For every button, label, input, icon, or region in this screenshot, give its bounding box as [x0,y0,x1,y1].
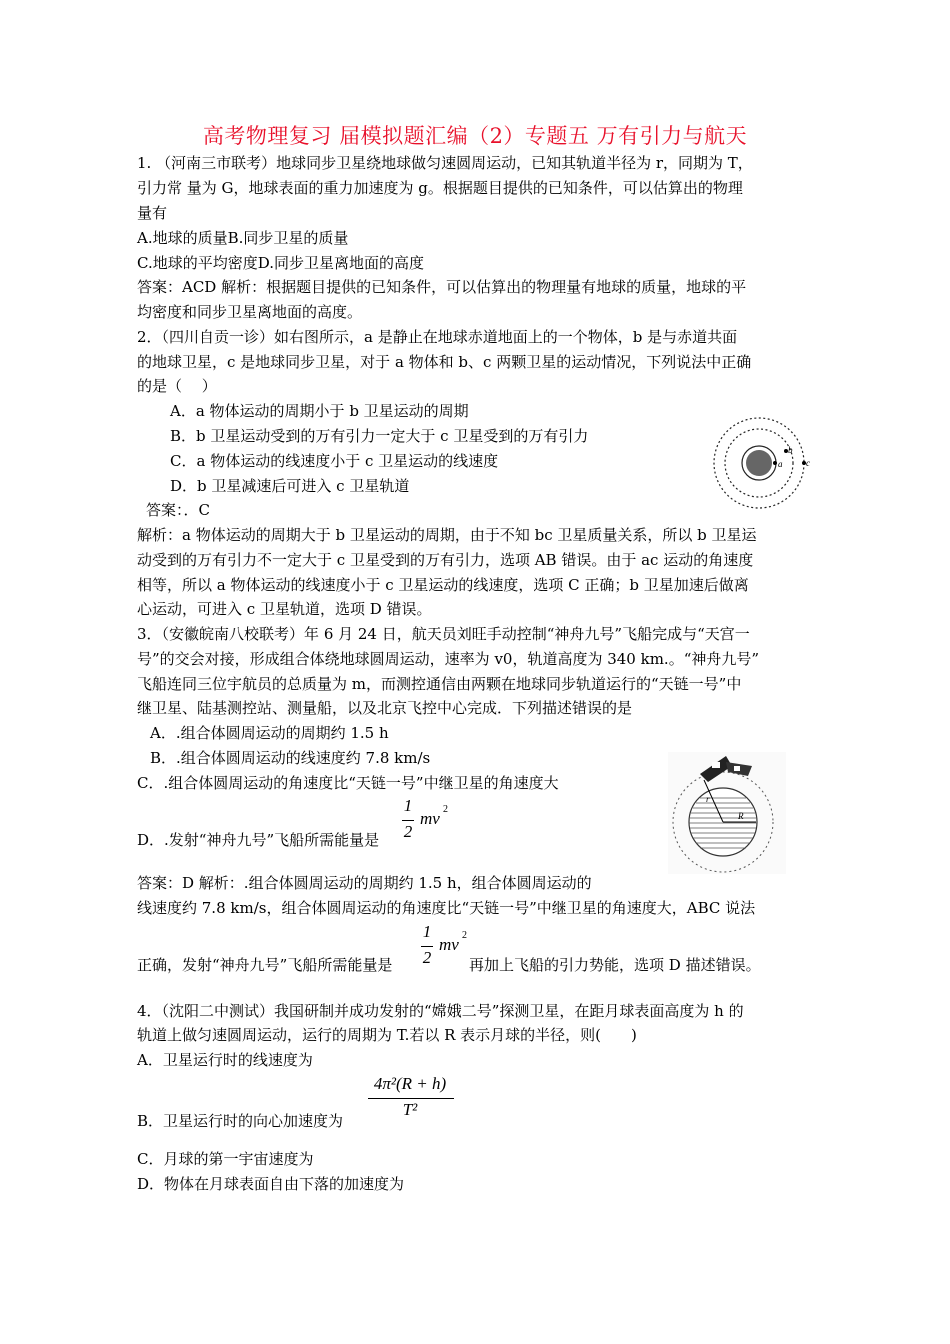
q3-answer-line-3a: 正确，发射“神舟九号”飞船所需能量是 [137,956,393,974]
q2-option-d: D．b 卫星减速后可进入 c 卫星轨道 [170,477,410,495]
orbit-diagram [712,415,812,511]
q3-option-b: B．.组合体圆周运动的线速度约 7.8 km/s [150,749,431,767]
q2-stem-line-3: 的是（ ） [137,377,217,395]
fraction-numerator: 1 [422,922,432,941]
fraction-bar [402,820,414,821]
q2-answer: 答案：．C [146,501,210,519]
fraction-expression: mv [420,809,440,828]
spacecraft-icon [700,756,752,782]
label-a: a [778,459,783,469]
q3-option-a: A．.组合体圆周运动的周期约 1.5 h [150,724,389,742]
fraction-denominator: 2 [403,822,413,841]
q4-option-b-fraction [366,1074,456,1124]
q4-stem-line-1: 4．（沈阳二中测试）我国研制并成功发射的“嫦娥二号”探测卫星，在距月球表面高度为 h 的 [137,1002,744,1020]
q1-stem-line-2: 引力常 量为 G，地球表面的重力加速度为 g。根据题目提供的已知条件，可以估算出的物理 [137,179,743,197]
q1-stem-line-3: 量有 [137,204,168,222]
point-a [773,461,777,465]
q2-option-c: C．a 物体运动的线速度小于 c 卫星运动的线速度 [170,452,499,470]
fraction-denominator: T² [402,1100,418,1119]
q2-option-b: B．b 卫星运动受到的万有引力一定大于 c 卫星受到的万有引力 [170,427,589,445]
q4-option-a: A．卫星运行时的线速度为 [137,1051,313,1069]
q1-answer-line-2: 均密度和同步卫星离地面的高度。 [137,303,363,321]
fraction-bar [368,1098,454,1099]
q1-options-cd: C.地球的平均密度D.同步卫星离地面的高度 [137,254,424,272]
fraction-numerator: 4π²(R + h) [373,1074,447,1093]
q3-option-d-fraction [401,796,461,846]
label-r: r [706,794,710,804]
q1-answer-line-1: 答案：ACD 解析：根据题目提供的已知条件，可以估算出的物理量有地球的质量，地球的平 [137,278,747,296]
document-title: 高考物理复习 届模拟题汇编（2）专题五 万有引力与航天 [202,124,748,148]
q2-stem-line-1: 2．（四川自贡一诊）如右图所示，a 是静止在地球赤道地面上的一个物体，b 是与赤道共面 [137,328,738,346]
fraction-denominator: 2 [422,948,432,967]
q3-option-d: D．.发射“神舟九号”飞船所需能量是 [137,831,380,849]
fraction-exponent: 2 [443,804,448,815]
q3-answer-line-3b: 再加上飞船的引力势能，选项 D 描述错误。 [469,956,761,974]
q3-stem-line-1: 3．（安徽皖南八校联考）年 6 月 24 日，航天员刘旺手动控制“神舟九号”飞船完成与“天宫一 [137,625,750,643]
fraction-bar [421,946,433,947]
q3-answer-line-2: 线速度约 7.8 km/s，组合体圆周运动的角速度比“天链一号”中继卫星的角速度大，ABC 说法 [137,899,756,917]
q3-answer-line-1: 答案：D 解析：.组合体圆周运动的周期约 1.5 h，组合体圆周运动的 [137,874,592,892]
q2-explanation-line-3: 相等，所以 a 物体运动的线速度小于 c 卫星运动的线速度，选项 C 正确；b 卫星加速后做离 [137,576,749,594]
q2-explanation-line-4: 心运动，可进入 c 卫星轨道，选项 D 错误。 [137,600,432,618]
q3-stem-line-4: 继卫星、陆基测控站、测量船，以及北京飞控中心完成．下列描述错误的是 [137,699,633,717]
q3-option-c: C．.组合体圆周运动的角速度比“天链一号”中继卫星的角速度大 [137,774,559,792]
q1-options-ab: A.地球的质量B.同步卫星的质量 [137,229,349,247]
q1-stem-line-1: 1. （河南三市联考）地球同步卫星绕地球做匀速圆周运动，已知其轨道半径为 r，同期为 T， [137,154,753,172]
q4-option-c: C．月球的第一宇宙速度为 [137,1150,314,1168]
q2-explanation-line-1: 解析：a 物体运动的周期大于 b 卫星运动的周期，由于不知 bc 卫星质量关系，所以 b 卫星运 [137,526,757,544]
q2-option-a: A．a 物体运动的周期小于 b 卫星运动的周期 [170,402,469,420]
fraction-expression: mv [439,935,459,954]
q2-explanation-line-2: 动受到的万有引力不一定大于 c 卫星受到的万有引力，选项 AB 错误。由于 ac 运动的角速度 [137,551,754,569]
spacecraft-orbit-diagram [668,752,786,874]
earth-core [746,450,772,476]
q2-stem-line-2: 的地球卫星，c 是地球同步卫星，对于 a 物体和 b、c 两颗卫星的运动情况，下列说法中正确 [137,353,752,371]
q4-option-d: D．物体在月球表面自由下落的加速度为 [137,1175,405,1193]
q3-answer-fraction [420,922,480,972]
q3-stem-line-2: 号”的交会对接，形成组合体绕地球圆周运动，速率为 v0，轨道高度为 340 km.。“神舟九号” [137,650,760,668]
q4-option-b: B．卫星运行时的向心加速度为 [137,1112,344,1130]
label-b: b [788,445,793,455]
q4-stem-line-2: 轨道上做匀速圆周运动，运行的周期为 T.若以 R 表示月球的半径，则( ) [137,1026,637,1044]
label-c: c [806,458,810,468]
label-R: R [738,811,744,821]
q3-stem-line-3: 飞船连同三位宇航员的总质量为 m，而测控通信由两颗在地球同步轨道运行的“天链一号”中 [137,675,742,693]
fraction-numerator: 1 [403,796,413,815]
fraction-exponent: 2 [462,930,467,941]
